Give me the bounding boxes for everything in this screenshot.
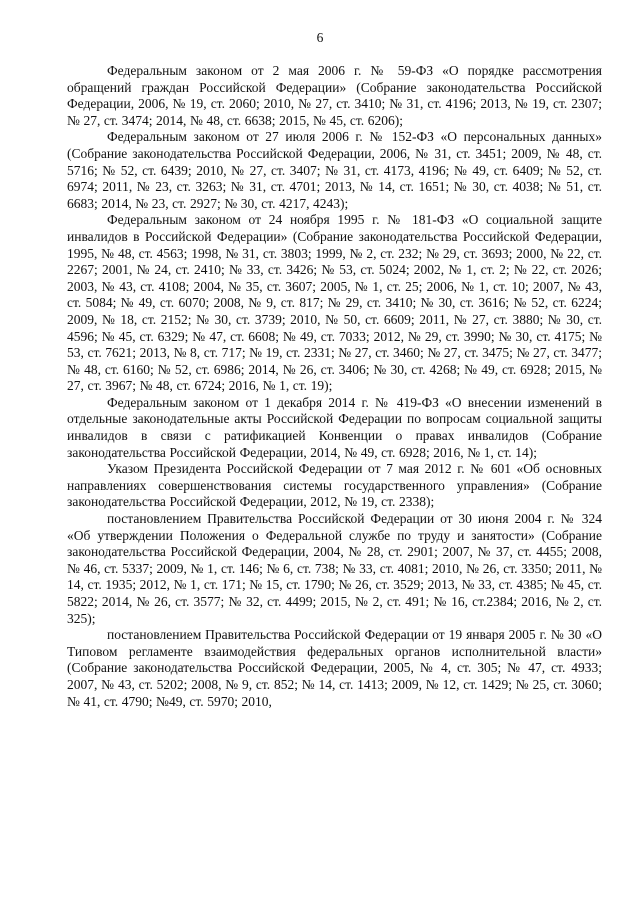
paragraph-decree-601: Указом Президента Российской Федерации от 7 мая 2012 г. № 601 «Об основных направлениях совершенствования системы государственного управления» (Собрание законодательства Российской Федерации, 2012, № 19, ст. 2338); xyxy=(67,461,602,510)
paragraph-law-419-fz: Федеральным законом от 1 декабря 2014 г. № 419-ФЗ «О внесении изменений в отдельные законодательные акты Российской Федерации по вопросам социальной защиты инвалидов в связи с ратификацией Конвенции о правах инвалидов (Собрание законодательства Российской Федерации, 2014, № 49, ст. 6928; 2016, № 1, ст. 14); xyxy=(67,394,602,460)
body-text xyxy=(67,63,602,710)
paragraph-resolution-30: постановлением Правительства Российской Федерации от 19 января 2005 г. № 30 «О Типовом регламенте взаимодействия федеральных органов исполнительной власти» (Собрание законодательства Российской Федерации, 2005, № 4, ст. 305; № 47, ст. 4933; 2007, № 43, ст. 5202; 2008, № 9, ст. 852; № 14, ст. 1413; 2009, № 12, ст. 1429; № 25, ст. 3060; № 41, ст. 4790; №49, ст. 5970; 2010, xyxy=(67,627,602,709)
paragraph-law-152-fz: Федеральным законом от 27 июля 2006 г. № 152-ФЗ «О персональных данных» (Собрание законодательства Российской Федерации, 2006, № 31, ст. 3451; 2009, № 48, ст. 5716; № 52, ст. 6439; 2010, № 27, ст. 3407; № 31, ст. 4173, 4196; № 49, ст. 6409; № 52, ст. 6974; 2011, № 23, ст. 3263; № 31, ст. 4701; 2013, № 14, ст. 1651; № 30, ст. 4038; № 51, ст. 6683; 2014, № 23, ст. 2927; № 30, ст. 4217, 4243); xyxy=(67,129,602,211)
page-number: 6 xyxy=(316,30,324,45)
paragraph-law-59-fz: Федеральным законом от 2 мая 2006 г. № 59-ФЗ «О порядке рассмотрения обращений граждан Российской Федерации» (Собрание законодательства Российской Федерации, 2006, № 19, ст. 2060; 2010, № 27, ст. 3410; № 31, ст. 4196; 2013, № 19, ст. 2307; № 27, ст. 3474; 2014, № 48, ст. 6638; 2015, № 45, ст. 6206); xyxy=(67,63,602,128)
paragraph-resolution-324: постановлением Правительства Российской Федерации от 30 июня 2004 г. № 324 «Об утверждении Положения о Федеральной службе по труду и занятости» (Собрание законодательства Российской Федерации, 2004, № 28, ст. 2901; 2007, № 37, ст. 4455; 2008, № 46, ст. 5337; 2009, № 1, ст. 146; № 6, ст. 738; № 33, ст. 4081; 2010, № 26, ст. 3350; 2011, № 14, ст. 1935; 2012, № 1, ст. 171; № 15, ст. 1790; № 26, ст. 3529; 2013, № 33, ст. 4385; № 45, ст. 5822; 2014, № 26, ст. 3577; № 32, ст. 4499; 2015, № 2, ст. 491; № 16, ст.2384; 2016, № 2, ст. 325); xyxy=(67,511,602,626)
paragraph-law-181-fz: Федеральным законом от 24 ноября 1995 г. № 181-ФЗ «О социальной защите инвалидов в Российской Федерации» (Собрание законодательства Российской Федерации, 1995, № 48, ст. 4563; 1998, № 31, ст. 3803; 1999, № 2, ст. 232; № 29, ст. 3693; 2000, № 22, ст. 2267; 2001, № 24, ст. 2410; № 33, ст. 3426; № 53, ст. 5024; 2002, № 1, ст. 2; № 22, ст. 2026; 2003, № 43, ст. 4108; 2004, № 35, ст. 3607; 2005, № 1, ст. 25; 2006, № 1, ст. 10; 2007, № 43, ст. 5084; № 49, ст. 6070; 2008, № 9, ст. 817; № 29, ст. 3410; № 30, ст. 3616; № 52, ст. 6224; 2009, № 18, ст. 2152; № 30, ст. 3739; 2010, № 50, ст. 6609; 2011, № 27, ст. 3880; № 30, ст. 4596; № 45, ст. 6329; № 47, ст. 6608; № 49, ст. 7033; 2012, № 29, ст. 3990; № 30, ст. 4175; № 53, ст. 7621; 2013, № 8, ст. 717; № 19, ст. 2331; № 27, ст. 3460; № 27, ст. 3475; № 27, ст. 3477; № 48, ст. 6160; № 52, ст. 6986; 2014, № 26, ст. 3406; № 30, ст. 4268; № 49, ст. 6928; 2015, № 27, ст. 3967; № 48, ст. 6724; 2016, № 1, ст. 19); xyxy=(67,212,602,394)
